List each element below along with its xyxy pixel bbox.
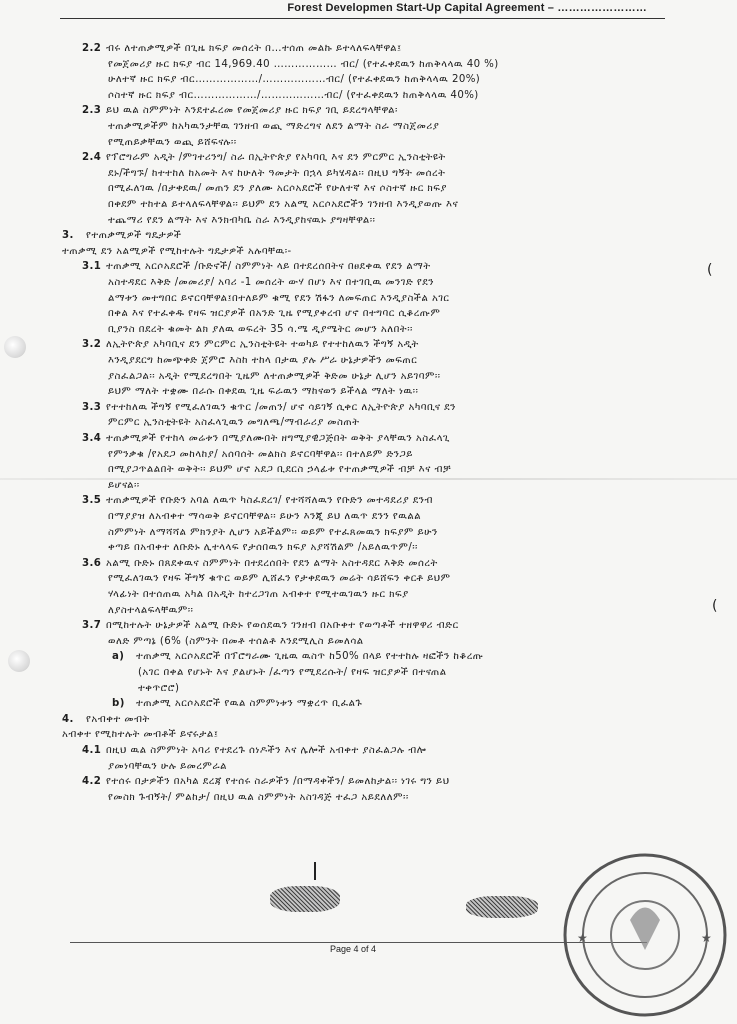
clause-text: ይሆናል፡፡ [108,479,140,491]
text-line [108,448,413,462]
clause-text: ደኑ/ችግኙ/ ከተተከለ ከአመት እና ከሁለት ዓመታት በኋላ ይካሄዳል፡፡ በዚህ ግኝት መሰረት [108,167,446,179]
text-line [108,791,409,805]
header-rule [60,18,665,19]
clause-text: ይህ ዉል ስምምነት እንደተፈረመ የመጀመሪያ ዙር ክፍያ ገቢ ይደረግላቸዋል፡ [106,105,398,117]
svg-text:★: ★ [577,931,588,945]
signature-scribble [466,896,538,918]
text-line [108,323,413,337]
text-line [108,167,445,181]
clause-number: 3.7 [82,620,102,632]
clause-text: በቀል እና የተፈቀዱ የዛፍ ዝርያዎች በአንድ ጊዜ የሚያቀረብ ሆኖ በተግባር ሲቆረጡም [108,308,441,320]
text-line [82,744,426,758]
clause-text: ተቀጥሮሮ) [138,682,180,694]
clause-text: ቀጣይ በአብቀተ ለቡድኑ ሊተላላፍ የታሰበዉን ክፍያ አያሻሽልም /አይለዉጥም/፡፡ [108,542,418,554]
text-line [108,572,451,586]
page-header: Forest Developmen Start-Up Capital Agreement – …………………… [287,2,647,14]
text-line [82,619,459,633]
margin-mark: ( [712,598,718,614]
text-line [82,338,419,352]
clause-text: እንዲያደርግ ከመጭቀድ ጀምሮ እስከ ተከላ በታዉ ያሉ ሥራ ሁኔታዎችን መፍጠር [108,355,418,366]
clause-text: የመስክ ጉብኝት/ ምልከታ/ በዚህ ዉል ስምምነት አስገዳጅ ተፈጋ አይደለለም፡፡ [108,791,409,803]
text-line [108,307,440,321]
text-line [108,354,417,368]
clause-text: በቀደም ተከተል ይተላለፍላቸዋል፡፡ ይህም ደን አልሚ አርሶአደሮችን ገንዘብ እንዲያወጡ እና [108,199,459,210]
clause-number: 3.5 [82,495,102,507]
text-line [112,650,483,664]
text-line [108,89,479,103]
text-line [82,42,402,56]
clause-text: ተጨማሪ የደን ልማት እና እንክብካቤ ስራ እንዲያከናዉኑ ያግዛቸዋል፡፡ [108,214,376,226]
clause-text: ብሩ ለተጠቃሚዎች በጊዜ ክፍያ መሰረት በ…ተሰጠ መልኩ ይተላለፍላቸዋል፤ [106,43,402,54]
svg-text:★: ★ [701,931,712,945]
clause-number: 3. [62,230,74,242]
clause-text: ሶስተኛ ዙር ክፍያ ብር………………/………………ብር/ (የተፈቀደዉን ከጠቅላላዉ 40%) [108,89,479,101]
clause-text: በዚህ ዉል ስምምነት አባሪ የተደረጉ ሰነዶችን እና ሌሎች አብቀተ ያስፈልጋሉ ብሎ [106,745,427,756]
clause-text: በማያያዝ ለአብቀተ ማሳወቅ ይኖርባቸዋል፡፡ ይሁን እንጂ ይህ ለዉጥ ደንን የዉልል [108,511,422,522]
clause-number: 3.6 [82,557,102,569]
text-line [108,604,193,618]
clause-text: የተጠቃሚዎች ግዴታዎች [86,230,182,242]
text-line [108,370,440,384]
clause-text: የምንቃቁ /የአደጋ መከላከያ/ አሰባሰት መልክስ ይኖርባቸዋል፡፡ በተለይም ድንጋይ [108,448,413,460]
text-line [82,104,398,118]
clause-text: በሚያጋጥልልበት ወቅት፡፡ ይህም ሆኖ አደጋ ቢደርስ ኃላፊቱ የተጠቃሚዎች ብቻ እና ብቻ [108,464,452,476]
clause-number: 3.2 [82,339,102,351]
clause-text: ቢያንስ በደረት ቁመት ልክ ያለዉ ወፍረት 35 ሳ.ሜ ዲያሜትር መሆን አለበት፡፡ [108,323,413,335]
text-line [108,214,375,228]
clause-text: አልሚ ቡድኑ በጸደቀዉና ስምምነት በተደረሰበት የደን ልማት አስተዳደር እቅድ መሰረት [106,557,438,569]
clause-text: ተጠቃሚ ደን አልሚዎች የሚከተሉት ግዴታዎች አሉባቸዉ፡- [62,245,292,257]
text-line [108,510,421,524]
clause-text: በሚከተሉት ሁኔታዎች አልሚ ቡድኑ የወሰደዉን ገንዘብ በአቡቀተ የወጣቶች ተዘዋዋሪ ብድር [106,620,459,632]
clause-number: 2.3 [82,105,102,117]
text-line [108,541,418,555]
text-line [108,479,140,493]
clause-text: ስምምነት ለማሻሻል ምክንያት ሊሆን አይችልም፡፡ ወይም የተፈጸመዉን ክፍያም ይሁን [108,526,438,538]
text-line [82,432,450,446]
punch-hole-top [4,336,26,358]
clause-number: 4.2 [82,776,102,788]
clause-text: ለያስተላልፍላቸዉም፡፡ [108,604,194,616]
text-line [62,245,292,259]
clause-number: 3.1 [82,261,102,273]
clause-text: የተተከለዉ ችግኝ የሚፈለገዉን ቁጥር /መጠን/ ሆኖ ሳይገኝ ሲቀር ለኢትዮጵያ አካባቢና ደን [106,401,456,413]
clause-number: b) [112,698,125,710]
clause-text: ይህም ማለት ተቋሙ በራሱ በቀደዉ ጊዜ ፍራዉን ማከናወን ይችላል ማለት ነዉ፡፡ [108,386,419,398]
text-line [108,416,360,430]
clause-text: የመጀመሪያ ዙር ክፍያ ብር 14,969.40 ……………… ብር/ (የተፈቀደዉን ከጠቅላላዉ 40 %) [108,58,499,70]
text-line [108,635,364,649]
text-line [62,713,150,727]
clause-text: የአብቀተ መብት [86,713,150,725]
text-line [82,557,438,571]
clause-text: የፕሮግራም አዲት /ምገተሪንግ/ ስራ በኢትዮጵያ የአካባቢ እና ደን ምርምር ኢንስቲትዩት [106,152,446,164]
clause-text: የሚጠይቃቸዉን ወጪ ይሸፍናሉ፡፡ [108,136,237,148]
clause-text: የተሰሩ በታዎችን በአካል ደረጃ የተሰሩ ስራዎችን /በማዳቀችን/ ይመለከታል፡፡ ነገሩ ግን ይህ [106,776,450,788]
text-line [82,151,446,165]
text-line [138,666,447,680]
clause-text: ለኢትዮጵያ አካባቢና ደን ምርምር ኢንስቲትዩት ተወካይ የተተከለዉን ችግኝ አዲት [106,339,419,351]
punch-hole-bottom [8,650,30,672]
clause-number: 4. [62,713,74,725]
margin-mark: ( [707,262,713,278]
text-line [108,198,458,212]
text-line [108,73,480,87]
clause-text: ተጠቃሚ አርሶአደሮች /ቡድኖች/ ስምምነት ላይ በተደረሰበትና በፀደቀዉ የደን ልማት [106,261,431,273]
bank-stamp [560,850,730,1020]
text-line [138,682,179,696]
clause-text: ያስፈልጋል፡፡ አዲት የሚደረግበት ጊዜም ለተጠቃሚዎች ቅድመ ሁኔታ ሊሆን አይገባም፡፡ [108,370,441,382]
clause-text: (አገር በቀል የሆኑት እና ያልሆኑት /ፈጣን የሚደረሱት/ የዛፍ ዝርያዎች በተናጠል [138,667,447,678]
clause-text: ተጠቃሚ አርሶአደሮች የዉል ስምምነቱን ማቋረጥ ቢፈልጉ [136,698,363,710]
clause-text: ልማቱን መተግበር ይኖርባቸዋል፤በተለይም ቁሚ የደን ሽፋን ለመፍጠር እንዲያስችል አገር [108,292,450,304]
text-line [62,229,182,243]
page-number: Page 4 of 4 [330,944,377,954]
clause-text: በሚፈለገዉ /በታቀደዉ/ መጠን ደን ያለሙ አርሶአደሮች የሁለተኛ እና ሶስተኛ ዙር ክፍያ [108,183,447,195]
clause-text: ተጠቃሚዎች የቡድን አባል ለዉጥ ካስፈደረገ/ የተሻሻለዉን የቡድን መተዳደሪያ ደንብ [106,495,433,507]
text-line [82,260,431,274]
clause-text: ተጠቃሚ አርሶአደሮች በፕሮግራሙ ጊዜዉ ዉስጥ ከ50% በላይ የተተከሉ ዛፎችን ከቆረጡ [136,651,484,663]
text-line [82,775,450,789]
clause-number: a) [112,651,125,663]
text-line [108,463,451,477]
pen-mark [314,862,316,880]
clause-number: 3.3 [82,401,102,413]
clause-text: ሁለተኛ ዙር ክፍያ ብር………………/………………ብር/ (የተፈቀደዉን ከጠቅላላዉ 20%) [108,74,481,86]
clause-text: ሃላፊነት በተሰጠዉ አካል በአዲት ከተረጋገጠ አብቀተ የሚተዉገዉን ዙር ክፍያ [108,589,409,600]
text-line [108,182,447,196]
signature-scribble [270,886,340,912]
text-line [108,292,449,306]
text-line [108,120,439,134]
clause-number: 3.4 [82,433,102,444]
clause-text: ያመነባቸዉን ሁሉ ይመረምራል [108,760,227,772]
clause-text: ተጠቃሚዎችም ከአካዉንታቸዉ ገንዘብ ወጪ ማድረግና ለደን ልማት ስራ ማስጀመሪያ [108,121,440,132]
text-line [82,401,456,415]
clause-text: አስተዳደር እቅድ /መመሪያ/ አባሪ -1 መሰረት ውሃ በሆነ እና በተገቢዉ መንገድ የደን [108,277,434,288]
text-line [82,494,433,508]
text-line [108,588,409,602]
text-line [108,760,227,774]
clause-text: አብቀተ የሚከተሉት መብቶች ይኖሩታል፤ [62,729,219,741]
text-line [112,697,362,711]
text-line [62,728,218,742]
text-line [108,385,418,399]
clause-number: 4.1 [82,745,102,756]
clause-text: ምርምር ኢንስቲትዩት አስፈላጊዉን መግለጫ/ማብራሪያ መስጠት [108,417,360,429]
text-line [108,58,499,72]
clause-text: ተጠቃሚዎች የተከላ መሬቱን በሚያለሙበት ዘግሚያዊጋጅበት ወቅት ያላቸዉን አስፈላጊ [106,433,450,444]
text-line [108,276,434,290]
text-line [108,526,438,540]
clause-number: 2.4 [82,152,102,164]
clause-text: የሚፈለገዉን የዛፍ ችግኝ ቁጥር ወይም ሊሸፈን የታቀደዉን መሬት ሳይሸፍን ቀርቶ ይህም [108,573,451,585]
clause-text: ወለድ ምጣኔ (6% (ስምንት በመቶ ተሰልቶ እንደሚሊስ ይመለሳል [108,635,364,647]
text-line [108,136,237,150]
clause-number: 2.2 [82,43,102,54]
